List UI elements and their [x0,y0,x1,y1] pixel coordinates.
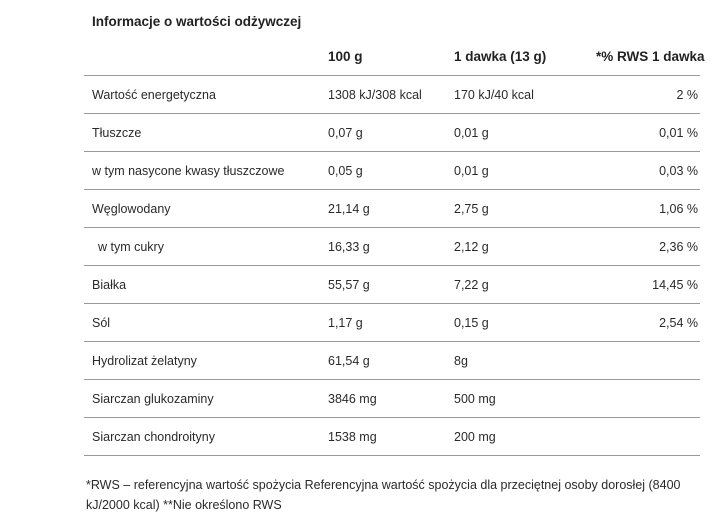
table-row [84,266,700,304]
value-per-dose: 500 mg [454,391,496,406]
value-rws: 0,01 % [659,125,698,140]
value-per-dose: 2,75 g [454,201,489,216]
value-per-dose: 2,12 g [454,239,489,254]
nutrient-name: Hydrolizat żelatyny [92,353,197,368]
header-per-100g: 100 g [328,49,363,64]
table-header [84,38,705,76]
nutrient-name: Sól [92,315,111,330]
value-rws: 2,36 % [659,239,698,254]
nutrient-name: Siarczan chondroityny [92,429,215,444]
value-per-100g: 1,17 g [328,315,363,330]
nutrient-name: w tym nasycone kwasy tłuszczowe [92,163,285,178]
table-row [84,304,700,342]
value-per-dose: 200 mg [454,429,496,444]
value-rws: 0,03 % [659,163,698,178]
value-per-dose: 7,22 g [454,277,489,292]
table-row [84,114,700,152]
value-rws: 14,45 % [652,277,698,292]
table-row [84,228,700,266]
header-per-dose: 1 dawka (13 g) [454,49,547,64]
value-rws: 1,06 % [659,201,698,216]
table-row [84,380,700,418]
value-per-100g: 1538 mg [328,429,377,444]
table-row [84,152,700,190]
value-per-100g: 16,33 g [328,239,370,254]
value-per-100g: 61,54 g [328,353,370,368]
table-row [84,76,700,114]
value-per-100g: 21,14 g [328,201,370,216]
value-rws: 2 % [676,87,698,102]
value-per-100g: 0,05 g [328,163,363,178]
nutrient-name: Wartość energetyczna [92,87,216,102]
value-per-100g: 55,57 g [328,277,370,292]
nutrient-name: Siarczan glukozaminy [92,391,214,406]
table-row [84,418,700,456]
header-rws: *% RWS 1 dawka [596,49,705,64]
value-per-100g: 3846 mg [328,391,377,406]
section-title: Informacje o wartości odżywczej [92,14,302,29]
value-per-100g: 0,07 g [328,125,363,140]
value-per-dose: 0,01 g [454,125,489,140]
table-row [84,190,700,228]
value-per-dose: 0,01 g [454,163,489,178]
value-per-dose: 170 kJ/40 kcal [454,87,534,102]
value-per-dose: 8g [454,353,468,368]
footnote: *RWS – referencyjna wartość spożycia Referencyjna wartość spożycia dla przeciętnej osoby dorosłej (8400 kJ/2000 kcal) **Nie określono RWS [86,478,681,512]
nutrient-name: Tłuszcze [92,125,142,140]
nutrient-name: Węglowodany [92,201,171,216]
table-row [84,342,700,380]
nutrition-table [84,38,705,456]
value-per-dose: 0,15 g [454,315,489,330]
value-rws: 2,54 % [659,315,698,330]
value-per-100g: 1308 kJ/308 kcal [328,87,422,102]
nutrient-name: w tym cukry [98,239,164,254]
nutrient-name: Białka [92,277,127,292]
